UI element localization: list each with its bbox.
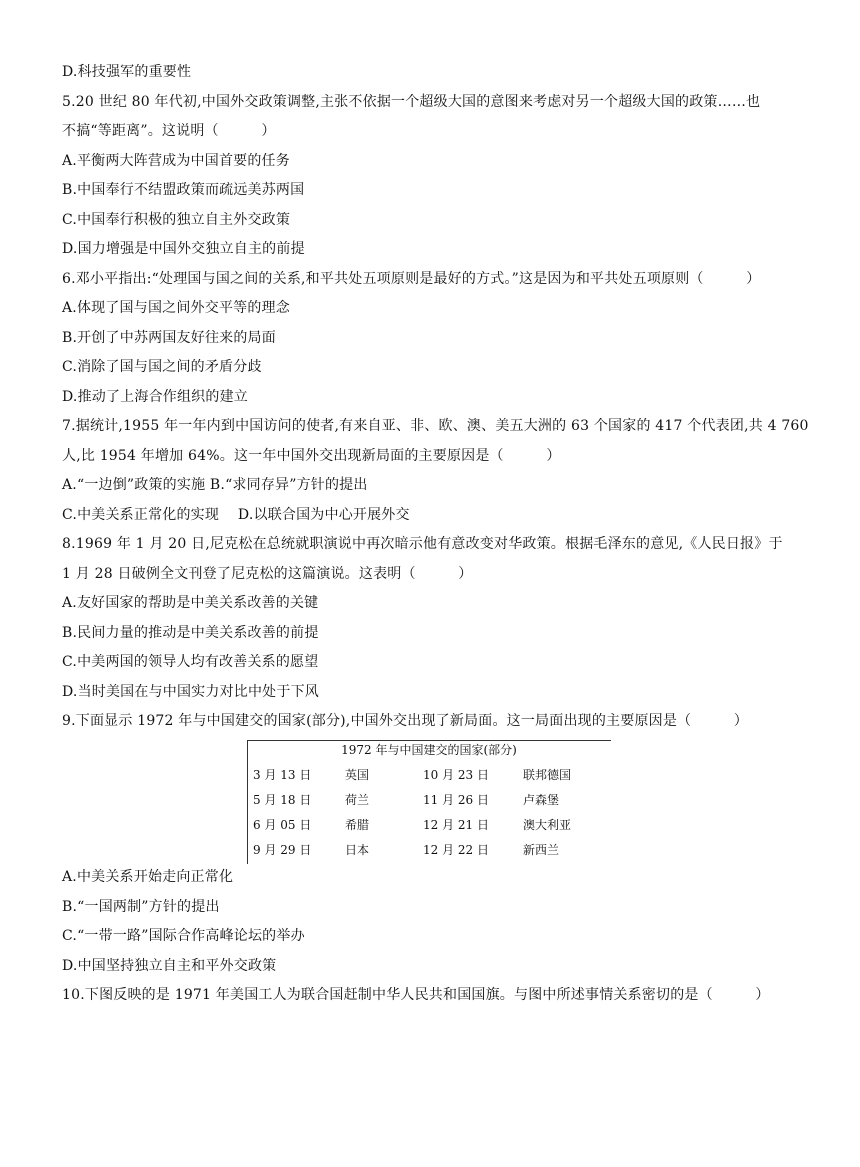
table-cell-date: 12 月 22 日 xyxy=(423,843,489,857)
diplomatic-relations-table xyxy=(247,740,611,864)
q6-option-c: C.消除了国与国之间的矛盾分歧 xyxy=(62,359,262,375)
q6-option-d: D.推动了上海合作组织的建立 xyxy=(62,389,248,405)
q5-stem-line1: 5.20 世纪 80 年代初,中国外交政策调整,主张不依据一个超级大国的意图来考虑对另一个超级大国的政策……也 xyxy=(62,94,761,110)
q6-option-a: A.体现了国与国之间外交平等的理念 xyxy=(62,300,290,316)
table-cell-country: 日本 xyxy=(345,843,370,857)
q7-options-cd: C.中美关系正常化的实现 D.以联合国为中心开展外交 xyxy=(62,507,410,523)
q9-option-d: D.中国坚持独立自主和平外交政策 xyxy=(62,958,277,974)
table-cell-country: 荷兰 xyxy=(345,793,370,807)
table-cell-date: 12 月 21 日 xyxy=(423,818,489,832)
q7-options-ab: A.“一边倒”政策的实施 B.“求同存异”方针的提出 xyxy=(62,477,368,493)
table-cell-date: 3 月 13 日 xyxy=(253,768,312,782)
q8-option-a: A.友好国家的帮助是中美关系改善的关键 xyxy=(62,595,319,611)
q5-stem-line2: 不搞“等距离”。这说明（ ） xyxy=(62,123,276,139)
q9-option-a: A.中美关系开始走向正常化 xyxy=(62,869,234,885)
table-cell-date: 9 月 29 日 xyxy=(253,843,312,857)
table-cell-country: 希腊 xyxy=(345,818,370,832)
table-cell-date: 10 月 23 日 xyxy=(423,768,489,782)
q4-option-d: D.科技强军的重要性 xyxy=(62,64,192,80)
table-cell-country: 澳大利亚 xyxy=(523,818,572,832)
table-caption: 1972 年与中国建交的国家(部分) xyxy=(341,743,517,757)
q8-option-d: D.当时美国在与中国实力对比中处于下风 xyxy=(62,684,319,700)
q5-option-a: A.平衡两大阵营成为中国首要的任务 xyxy=(62,153,290,169)
q6-option-b: B.开创了中苏两国友好往来的局面 xyxy=(62,330,276,346)
table-cell-country: 新西兰 xyxy=(523,843,560,857)
table-cell-country: 卢森堡 xyxy=(523,793,560,807)
q8-stem-line1: 8.1969 年 1 月 20 日,尼克松在总统就职演说中再次暗示他有意改变对华政策。根据毛泽东的意见,《人民日报》于 xyxy=(62,536,783,552)
q9-stem: 9.下面显示 1972 年与中国建交的国家(部分),中国外交出现了新局面。这一局面出现的主要原因是（ ） xyxy=(62,713,749,729)
q8-option-b: B.民间力量的推动是中美关系改善的前提 xyxy=(62,625,319,641)
q7-stem-line1: 7.据统计,1955 年一年内到中国访问的使者,有来自亚、非、欧、澳、美五大洲的 63 个国家的 417 个代表团,共 4 760 xyxy=(62,418,809,434)
table-cell-date: 5 月 18 日 xyxy=(253,793,312,807)
q5-option-c: C.中国奉行积极的独立自主外交政策 xyxy=(62,212,291,228)
q8-option-c: C.中美两国的领导人均有改善关系的愿望 xyxy=(62,654,319,670)
table-cell-country: 联邦德国 xyxy=(523,768,572,782)
q9-option-c: C.“一带一路”国际合作高峰论坛的举办 xyxy=(62,928,305,944)
q5-option-b: B.中国奉行不结盟政策而疏远美苏两国 xyxy=(62,182,305,198)
table-cell-country: 英国 xyxy=(345,768,370,782)
q9-option-b: B.“一国两制”方针的提出 xyxy=(62,899,220,915)
table-top-rule xyxy=(247,740,611,741)
q6-stem: 6.邓小平指出:“处理国与国之间的关系,和平共处五项原则是最好的方式。”这是因为和平共处五项原则（ ） xyxy=(62,271,761,287)
table-cell-date: 6 月 05 日 xyxy=(253,818,312,832)
q8-stem-line2: 1 月 28 日破例全文刊登了尼克松的这篇演说。这表明（ ） xyxy=(62,566,473,582)
q10-stem: 10.下图反映的是 1971 年美国工人为联合国赶制中华人民共和国国旗。与图中所述事情关系密切的是（ ） xyxy=(62,987,770,1003)
q7-stem-line2: 人,比 1954 年增加 64%。这一年中国外交出现新局面的主要原因是（ ） xyxy=(62,448,561,464)
table-cell-date: 11 月 26 日 xyxy=(423,793,489,807)
table-left-rule xyxy=(247,740,248,864)
q5-option-d: D.国力增强是中国外交独立自主的前提 xyxy=(62,241,305,257)
